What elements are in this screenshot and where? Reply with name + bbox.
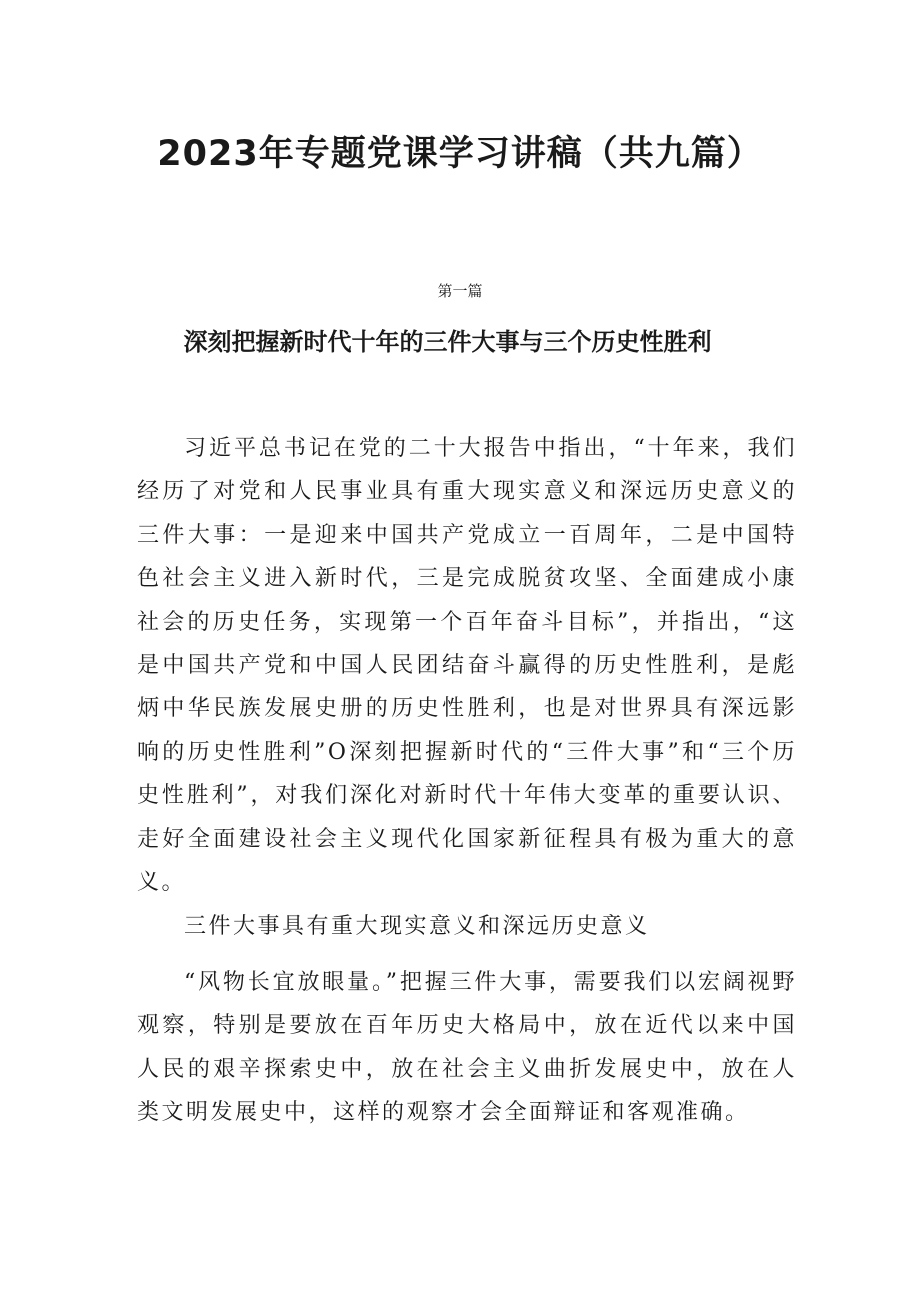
section-title: 深刻把握新时代十年的三件大事与三个历史性胜利 [183, 328, 712, 356]
document-title: 2023年专题党课学习讲稿（共九篇） [157, 134, 763, 174]
subheading: 三件大事具有重大现实意义和深远历史意义 [184, 914, 650, 939]
body-paragraph: “风物长宜放眼量。”把握三件大事，需要我们以宏阔视野观察，特别是要放在百年历史大格局中，放在近代以来中国人民的艰辛探索史中，放在社会主义曲折发展史中，放在人类文明发展史中，这样的观察才会全面辩证和客观准确。 [137, 970, 797, 1126]
section-label: 第一篇 [437, 282, 483, 300]
body-paragraph: 习近平总书记在党的二十大报告中指出，“十年来，我们经历了对党和人民事业具有重大现实意义和深远历史意义的三件大事：一是迎来中国共产党成立一百周年，二是中国特色社会主义进入新时代，三是完成脱贫攻坚、全面建成小康社会的历史任务，实现第一个百年奋斗目标”，并指出，“这是中国共产党和中国人民团结奋斗赢得的历史性胜利，是彪炳中华民族发展史册的历史性胜利，也是对世界具有深远影响的历史性胜利”O深刻把握新时代的“三件大事”和“三个历史性胜利”，对我们深化对新时代十年伟大变革的重要认识、走好全面建设社会主义现代化国家新征程具有极为重大的意义。 [137, 436, 797, 896]
